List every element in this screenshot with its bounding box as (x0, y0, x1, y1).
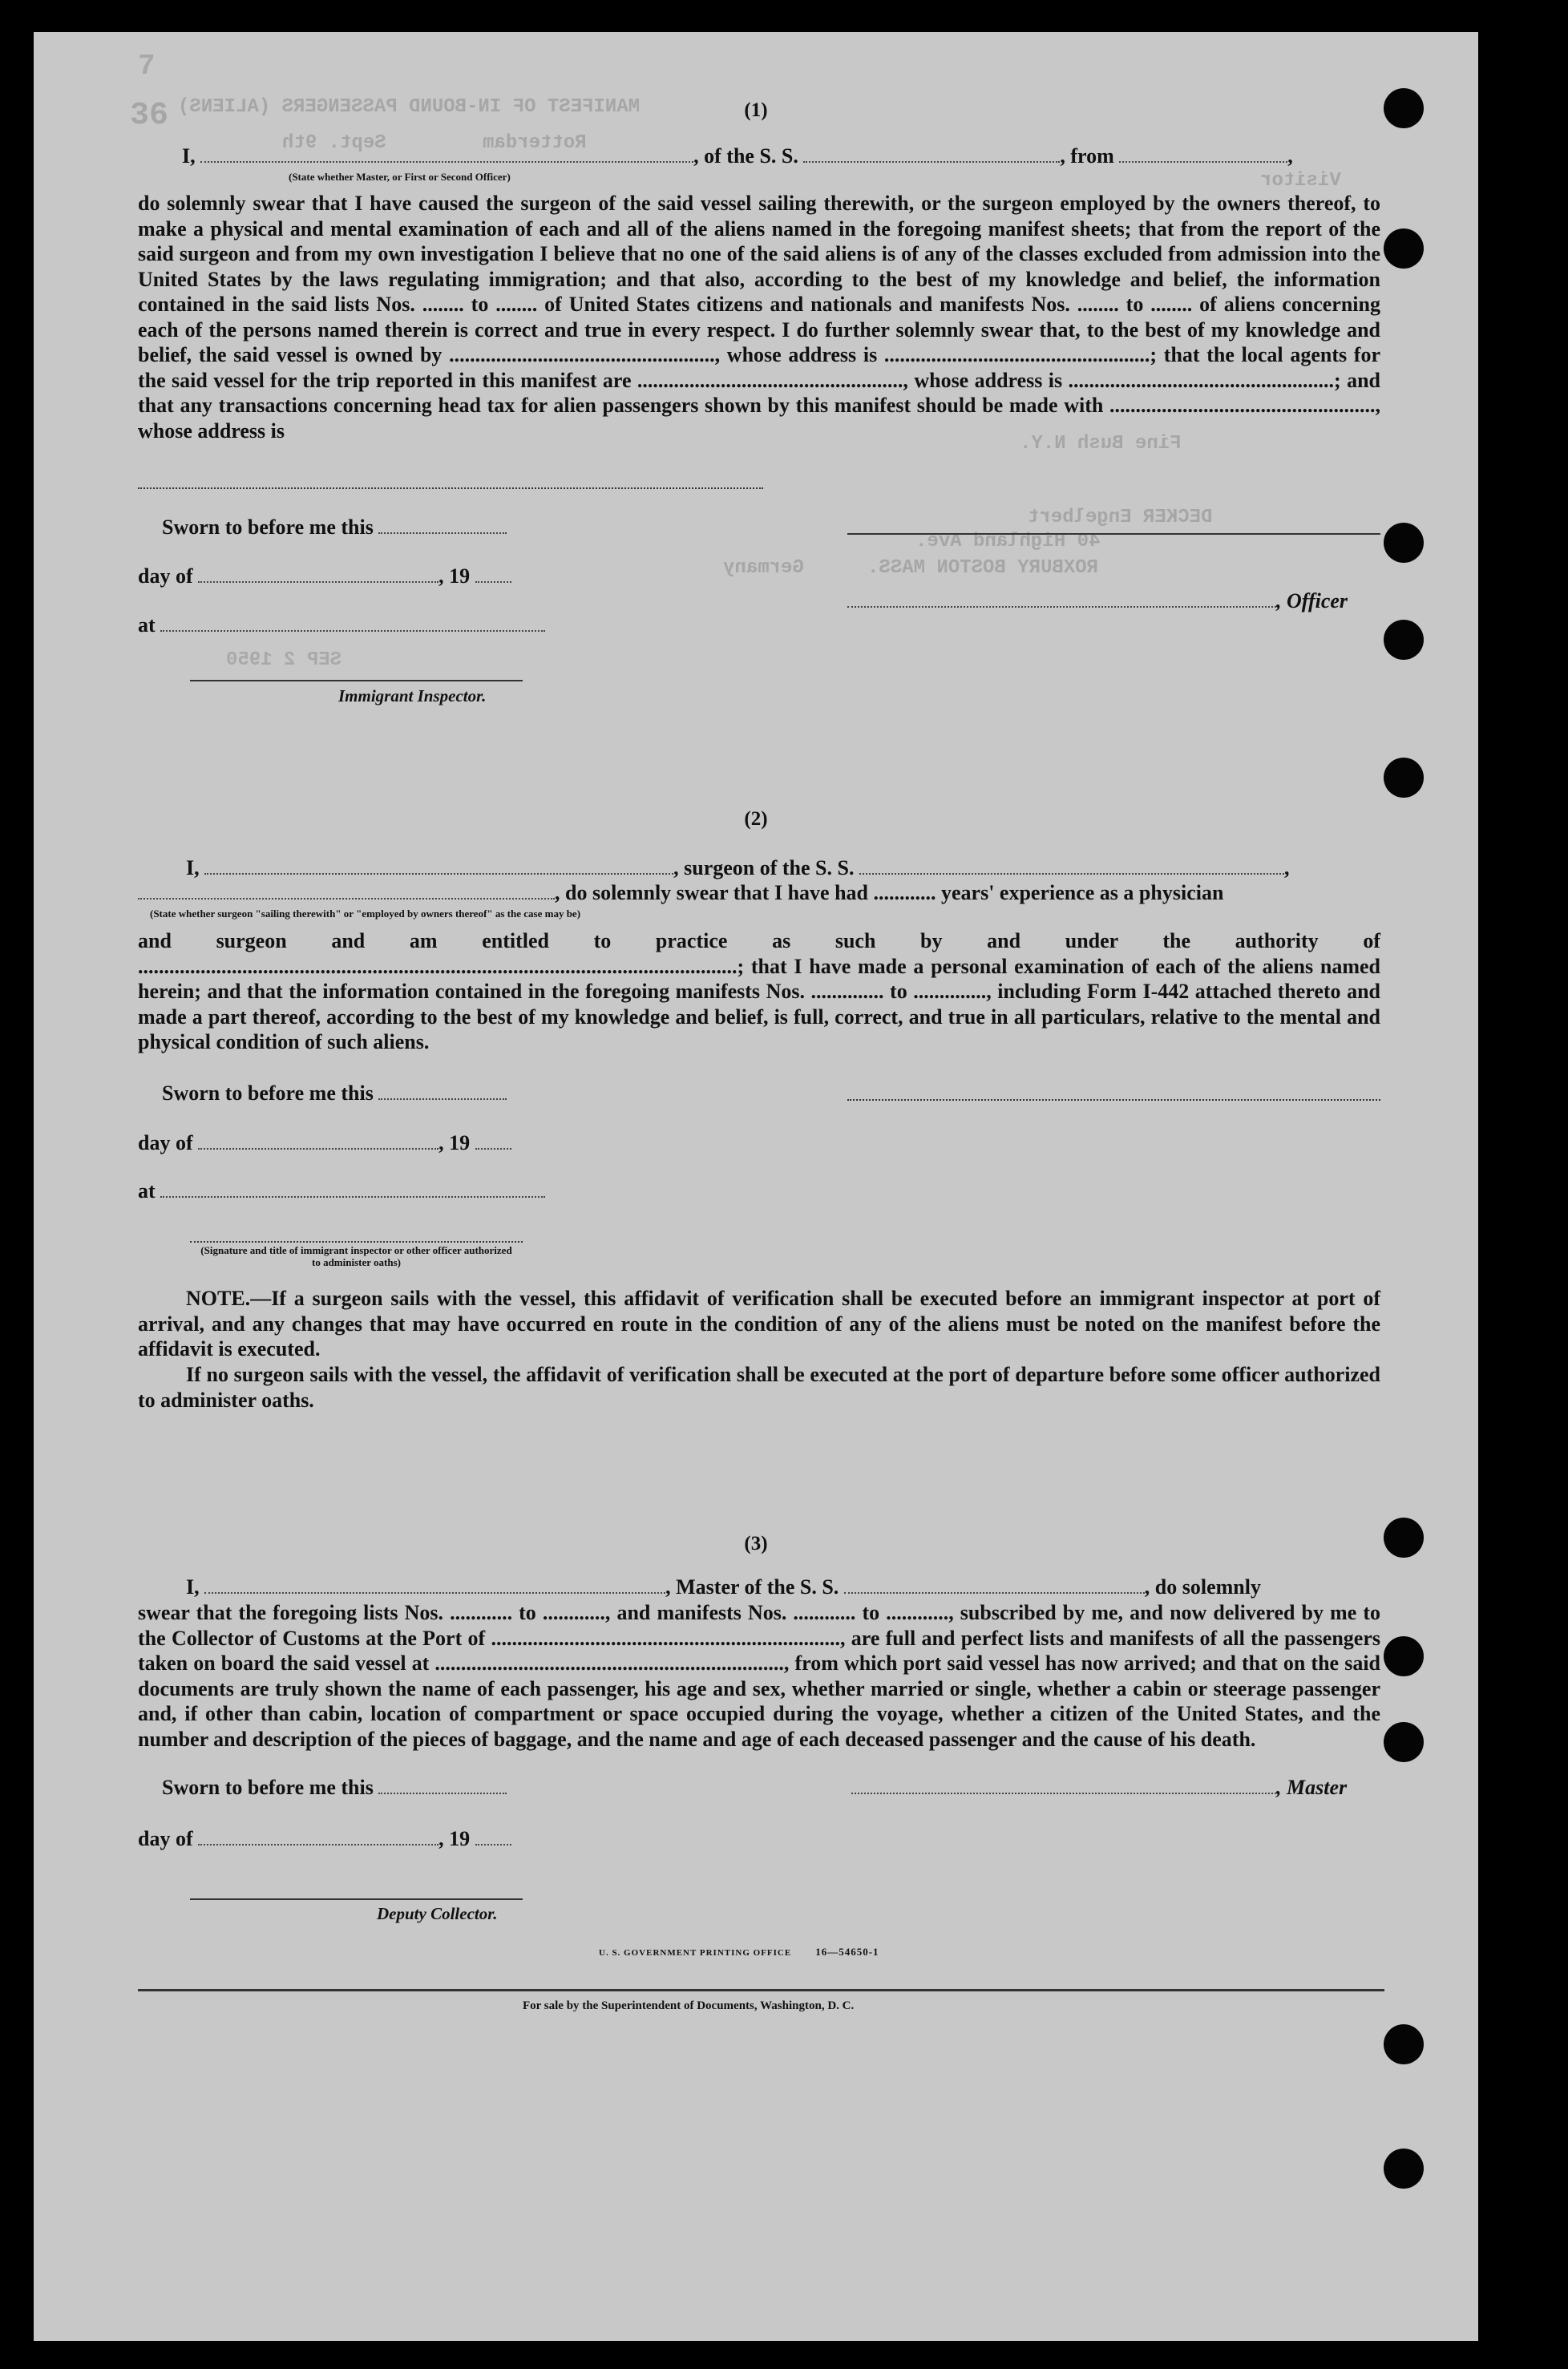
surgeon-role-blank (138, 898, 555, 899)
bleed-through-country: Germany (723, 557, 804, 579)
signature-rule (847, 533, 1380, 535)
form-number: 16—54650-1 (815, 1946, 879, 1958)
bleed-through-corner-number: 7 (138, 50, 156, 83)
bleed-through-address: Fine Bush N.Y. (1020, 433, 1182, 455)
section-2-experience-line: , do solemnly swear that I have had ............ years' experience as a physician (138, 881, 1380, 905)
binder-hole (1384, 2149, 1424, 2189)
year-blank (475, 1844, 511, 1845)
deputy-collector-label: Deputy Collector. (377, 1904, 498, 1923)
bleed-through-stamp: SEP 2 1950 (226, 649, 342, 671)
officer-name-blank (200, 161, 693, 163)
collector-rule (190, 1898, 523, 1900)
section-1-paragraph: do solemnly swear that I have caused the surgeon of the said vessel sailing therewith, or the surgeon employed by the owners thereof, to make a physical and mental examination of each and all of the aliens named in the foregoing manifest sheets; that from the report of the said surgeon and from my own investigation I believe that no one of the said aliens is of any of the classes excluded from admission into the United States by the laws regulating immigration; and that also, according to the best of my knowledge and belief, the information contained in the said lists Nos. ........ to ........ of United States citizens and nationals and manifests Nos. ........ to ........ of aliens concerning each of the persons named therein is correct and true in every respect. I do further solemnly swear that, to the best of my knowledge and belief, the said vessel is owned by ..................................................., whose address is ...................................................; that the local agents for the said vessel for the trip reported in this manifest are ..................................................., whose address is ...................................................; and that any transactions concerning head tax for alien passengers shown by this manifest should be made with ..................................................., whose address is (138, 192, 1380, 443)
for-sale-notice: For sale by the Superintendent of Documents, Washington, D. C. (523, 1999, 855, 2012)
section-3-number: (3) (744, 1533, 768, 1554)
surgeon-name-blank (204, 873, 673, 875)
note-paragraph: NOTE.—If a surgeon sails with the vessel, this affidavit of verification shall be executed before an immigrant inspector at port of arrival, and any changes that may have occurred en route in the condition of any of the aliens must be noted on the manifest before the affidavit is executed. (138, 1287, 1380, 1360)
signature-rule (847, 1099, 1380, 1101)
binder-hole (1384, 620, 1424, 660)
section-2-oath-line: I, , surgeon of the S. S. , (186, 856, 1290, 879)
at-place-blank (160, 630, 545, 632)
master-signature-blank (851, 1793, 1276, 1794)
binder-hole (1384, 2024, 1424, 2064)
binder-hole (1384, 1636, 1424, 1676)
bleed-through-date: Sept. 9th (282, 132, 386, 154)
master-vessel-blank (844, 1592, 1145, 1594)
section-3-sworn-line: Sworn to before me this (162, 1776, 507, 1800)
binder-hole (1384, 228, 1424, 269)
note-label: NOTE. (186, 1287, 251, 1310)
day-of-blank (198, 1844, 438, 1845)
oath-pronoun: I, (182, 144, 196, 168)
inspector-rule (190, 680, 523, 681)
section-1-at-line: at (138, 613, 545, 637)
bleed-through-city: ROXBURY BOSTON MASS. (867, 557, 1099, 579)
section-2-paragraph: and surgeon and am entitled to practice as such by and under the authority of ...................................................................................................................; that I have made a personal examination of each of the aliens named herein; and that the information contained in the foregoing manifests Nos. .............. to .............., including Form I-442 attached thereto and made a part thereof, according to the best of my knowledge and belief, is full, correct, and true in all particulars, relative to the mental and physical condition of such aliens. (138, 929, 1380, 1053)
section-3-master-line: , Master (851, 1776, 1347, 1800)
signature-caption-rule (190, 1241, 523, 1243)
bleed-through-address: 40 Highland Ave. (915, 531, 1101, 552)
note-paragraph-2: If no surgeon sails with the vessel, the affidavit of verification shall be executed at the port of departure before some officer authorized to administer oaths. (138, 1363, 1380, 1412)
vessel-name-blank (803, 161, 1060, 163)
sworn-date-blank (378, 1098, 507, 1100)
bleed-through-name: DECKER Engelbert (1028, 507, 1213, 528)
bleed-through-page-number: 36 (130, 98, 169, 134)
binder-hole (1384, 758, 1424, 798)
sworn-date-blank (378, 1793, 507, 1794)
at-place-blank (160, 1196, 545, 1198)
day-of-blank (198, 581, 438, 583)
printing-office-label: U. S. GOVERNMENT PRINTING OFFICE 16—54650-1 (599, 1946, 879, 1958)
section-1-number: (1) (744, 99, 768, 121)
role-caption: (State whether Master, or First or Second Officer) (289, 171, 511, 183)
section-2-day-line: day of , 19 (138, 1131, 511, 1155)
section-2-sworn-line: Sworn to before me this (162, 1081, 507, 1106)
section-1-oath-line: I, , of the S. S. , from , (182, 144, 1293, 168)
year-blank (475, 581, 511, 583)
section-2-at-line: at (138, 1179, 545, 1203)
vessel-label: , of the S. S. (693, 144, 798, 168)
from-port-blank (1119, 161, 1287, 163)
bleed-through-header: MANIFEST OF IN-BOUND PASSENGERS (ALIENS) (178, 96, 641, 118)
from-label: , from (1060, 144, 1114, 168)
section-1-day-line: day of , 19 (138, 564, 511, 588)
binder-hole (1384, 523, 1424, 563)
bleed-through-rotterdam: Rotterdam (483, 132, 587, 154)
section-3-oath-line: I, , Master of the S. S. , do solemnly (186, 1575, 1261, 1599)
surgeon-vessel-blank (859, 873, 1284, 875)
surgeon-caption: (State whether surgeon "sailing therewith" or "employed by owners thereof" as the case may be) (150, 908, 581, 920)
section-3-day-line: day of , 19 (138, 1827, 511, 1851)
immigrant-inspector-label: Immigrant Inspector. (338, 686, 487, 705)
year-blank (475, 1148, 511, 1150)
manifest-page (34, 32, 1478, 2341)
officer-signature-blank (847, 606, 1276, 608)
section-1-officer-line: , Officer (847, 589, 1348, 613)
sworn-date-blank (378, 532, 507, 534)
day-of-blank (198, 1148, 438, 1150)
section-3-paragraph: swear that the foregoing lists Nos. ............ to ............, and manifests Nos. ............ to ............, subscribed by me, and now delivered by me to the Collector of Customs at the Port of ..................................................................., are full and perfect lists and manifests of all the passengers taken on board the said vessel at ..................................................................., from which port said vessel has now arrived; and that on the said documents are truly shown the name of each passenger, his age and sex, whether married or single, whether a cabin or steerage passenger and, if other than cabin, location of compartment or space occupied during the voyage, whether a citizen of the United States, and the number and description of the pieces of baggage, and the name and age of each deceased passenger and the cause of his death. (138, 1601, 1380, 1751)
binder-hole (1384, 1722, 1424, 1762)
section-1-sworn-line: Sworn to before me this (162, 515, 507, 540)
section-2-number: (2) (744, 808, 768, 830)
bleed-through-visitor: Visitor (1260, 170, 1341, 192)
footer-rule (138, 1989, 1384, 1991)
signature-title-caption: (Signature and title of immigrant inspector or other officer authorized to administer oaths) (200, 1244, 512, 1268)
whose-address-continuation-rule (138, 487, 763, 489)
master-name-blank (204, 1592, 665, 1594)
